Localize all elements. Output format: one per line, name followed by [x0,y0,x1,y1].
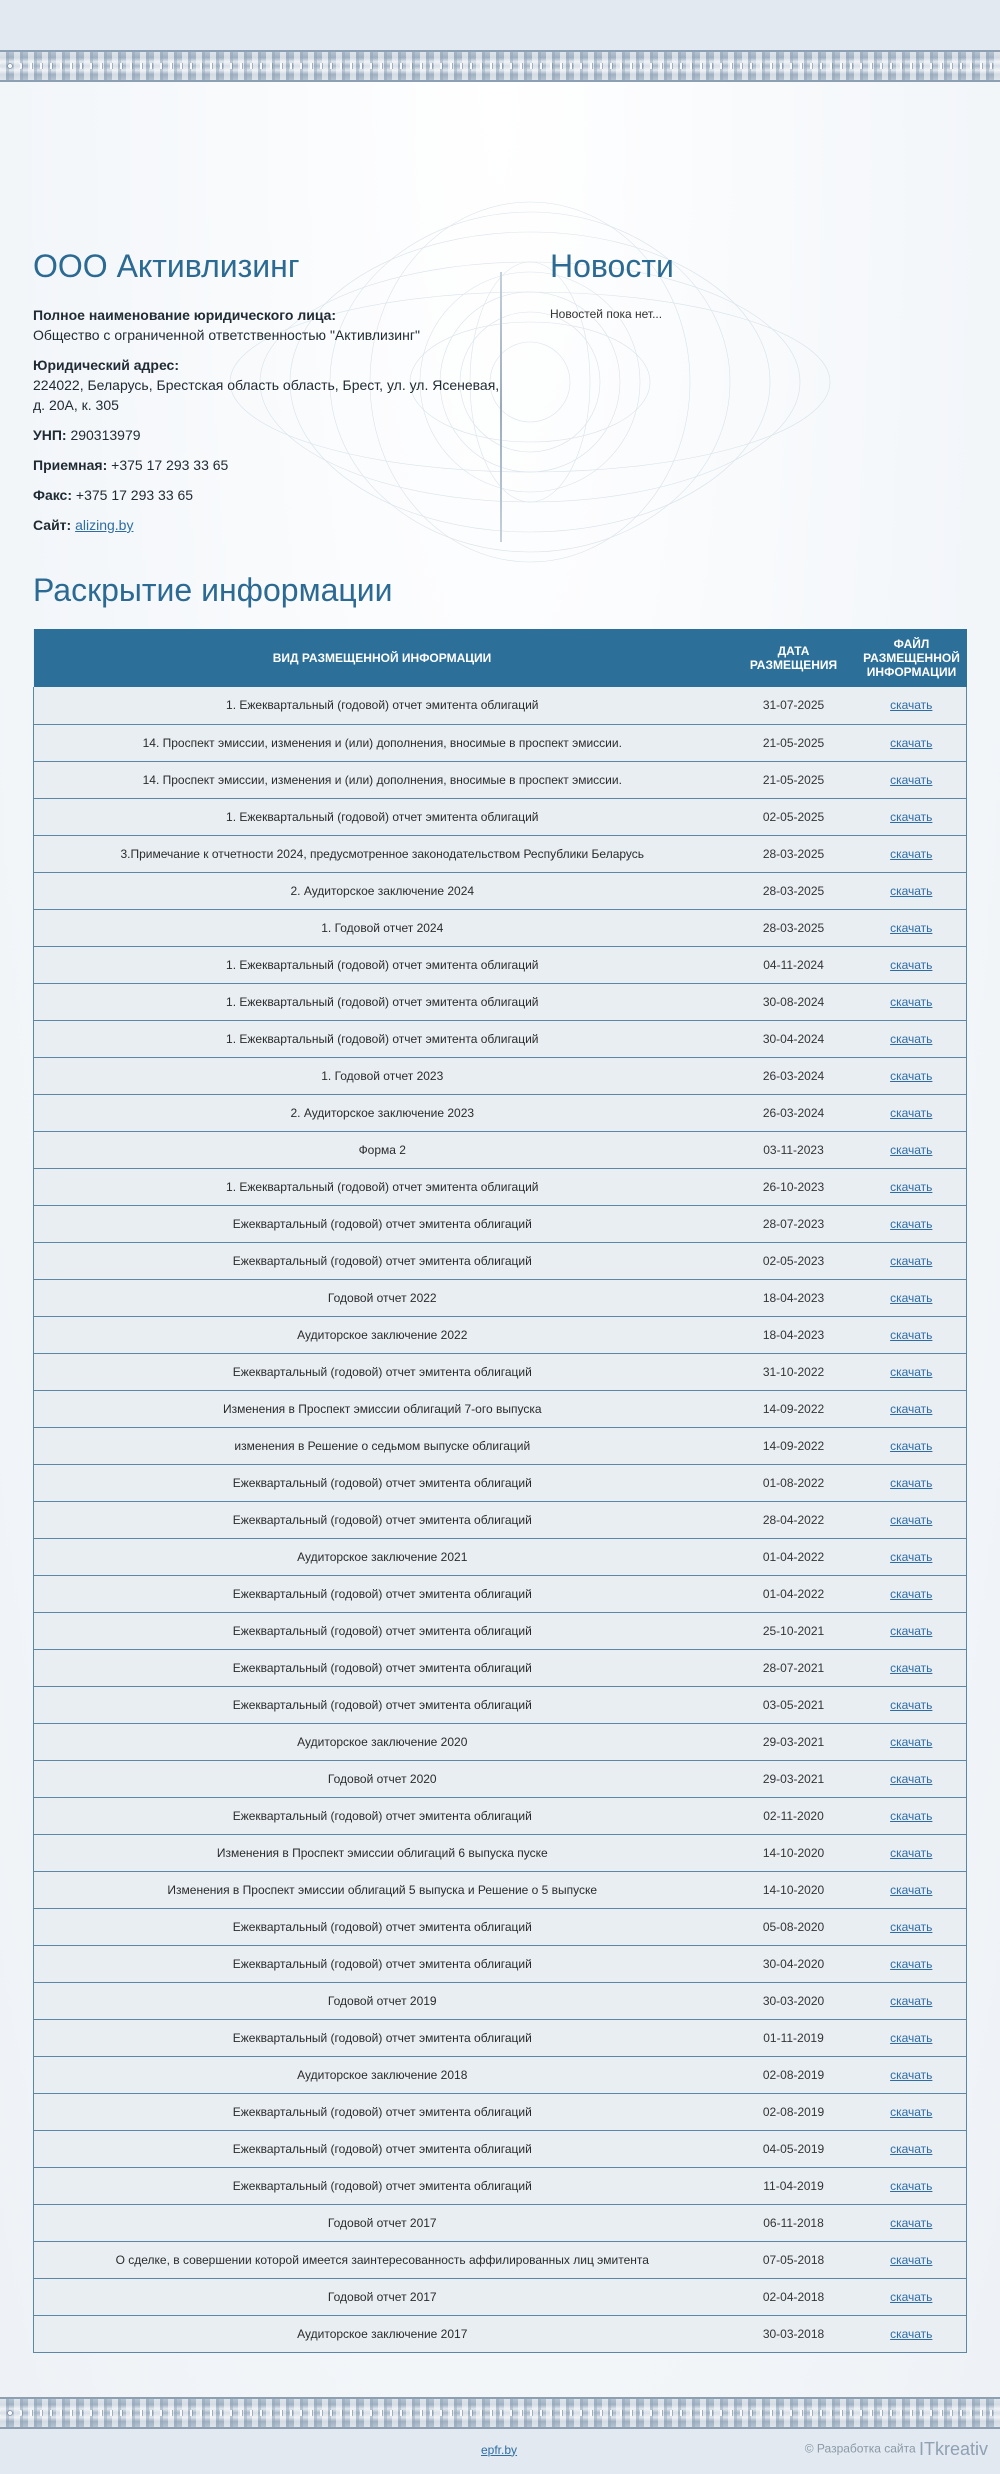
row-name: Изменения в Проспект эмиссии облигаций 6 выпуска пуске [34,1834,731,1871]
table-row [34,1649,967,1686]
reception-row [33,455,503,475]
row-name: Годовой отчет 2019 [34,1982,731,2019]
download-link[interactable]: скачать [890,1031,933,1046]
row-name: Ежеквартальный (годовой) отчет эмитента облигаций [34,1205,731,1242]
table-row [34,1094,967,1131]
row-name: Годовой отчет 2020 [34,1760,731,1797]
header-name: ВИД РАЗМЕЩЕННОЙ ИНФОРМАЦИИ [34,629,731,687]
row-name: Ежеквартальный (годовой) отчет эмитента облигаций [34,1575,731,1612]
table-row [34,2315,967,2352]
row-date: 06-11-2018 [731,2204,857,2241]
row-name: Годовой отчет 2017 [34,2278,731,2315]
row-name: 14. Проспект эмиссии, изменения и (или) дополнения, вносимые в проспект эмиссии. [34,761,731,798]
row-file [856,1279,966,1316]
row-date: 28-03-2025 [731,872,857,909]
reception-value: +375 17 293 33 65 [111,457,229,473]
table-row [34,1834,967,1871]
row-name: Ежеквартальный (годовой) отчет эмитента облигаций [34,1686,731,1723]
download-link[interactable]: скачать [890,1327,933,1342]
row-name: Аудиторское заключение 2022 [34,1316,731,1353]
row-name: 14. Проспект эмиссии, изменения и (или) дополнения, вносимые в проспект эмиссии. [34,724,731,761]
row-date: 28-03-2025 [731,909,857,946]
disclosure-title: Раскрытие информации [33,572,393,608]
row-file [856,2278,966,2315]
row-date: 04-05-2019 [731,2130,857,2167]
address-label: Юридический адрес: [33,357,179,373]
row-file [856,1094,966,1131]
row-file [856,872,966,909]
row-file [856,1464,966,1501]
download-link[interactable]: скачать [890,772,933,787]
row-file [856,1982,966,2019]
row-file [856,1057,966,1094]
row-name: Аудиторское заключение 2018 [34,2056,731,2093]
row-date: 14-09-2022 [731,1427,857,1464]
row-name: 1. Ежеквартальный (годовой) отчет эмитента облигаций [34,946,731,983]
row-file [856,1723,966,1760]
download-link[interactable]: скачать [890,1068,933,1083]
row-date: 03-11-2023 [731,1131,857,1168]
row-name: 1. Ежеквартальный (годовой) отчет эмитента облигаций [34,687,731,724]
row-name: Аудиторское заключение 2017 [34,2315,731,2352]
row-date: 02-11-2020 [731,1797,857,1834]
row-date: 30-04-2020 [731,1945,857,1982]
row-file [856,687,966,724]
footer [0,2429,1000,2474]
table-row [34,724,967,761]
table-row [34,2019,967,2056]
developer-credit[interactable] [805,2439,988,2460]
row-file [856,1205,966,1242]
row-date: 18-04-2023 [731,1316,857,1353]
table-row [34,1316,967,1353]
table-row [34,1242,967,1279]
download-link[interactable]: скачать [890,2030,933,2045]
download-link[interactable]: скачать [890,994,933,1009]
unp-row [33,425,503,445]
row-file [856,1538,966,1575]
row-file [856,1020,966,1057]
address-row [33,355,503,415]
download-link[interactable]: скачать [890,1586,933,1601]
full-name-label: Полное наименование юридического лица: [33,307,337,323]
company-block [33,162,503,542]
row-file [856,2019,966,2056]
download-link[interactable]: скачать [890,1142,933,1157]
row-date: 30-04-2024 [731,1020,857,1057]
row-date: 01-04-2022 [731,1575,857,1612]
download-link[interactable]: скачать [890,2141,933,2156]
table-row [34,798,967,835]
row-file [856,1797,966,1834]
row-name: 2. Аудиторское заключение 2023 [34,1094,731,1131]
disclosure-table [33,629,967,2353]
row-name: Ежеквартальный (годовой) отчет эмитента облигаций [34,2093,731,2130]
row-date: 02-08-2019 [731,2093,857,2130]
table-row [34,1612,967,1649]
row-date: 01-08-2022 [731,1464,857,1501]
table-row [34,1464,967,1501]
row-date: 30-03-2018 [731,2315,857,2352]
row-date: 11-04-2019 [731,2167,857,2204]
row-date: 04-11-2024 [731,946,857,983]
table-row [34,2093,967,2130]
row-file [856,1501,966,1538]
download-link[interactable]: скачать [890,1216,933,1231]
row-name: 2. Аудиторское заключение 2024 [34,872,731,909]
row-date: 28-07-2023 [731,1205,857,1242]
row-file [856,1834,966,1871]
table-row [34,1131,967,1168]
row-date: 05-08-2020 [731,1908,857,1945]
row-date: 31-07-2025 [731,687,857,724]
table-row [34,1205,967,1242]
row-file [856,1760,966,1797]
row-name: 1. Ежеквартальный (годовой) отчет эмитента облигаций [34,1020,731,1057]
row-file [856,1649,966,1686]
table-row [34,1871,967,1908]
site-label: Сайт: [33,517,72,533]
row-file [856,1686,966,1723]
download-link[interactable]: скачать [890,1697,933,1712]
row-name: Аудиторское заключение 2020 [34,1723,731,1760]
download-link[interactable]: скачать [890,846,933,861]
table-row [34,1538,967,1575]
column-divider [500,272,502,542]
row-date: 29-03-2021 [731,1723,857,1760]
row-file [856,2056,966,2093]
page-content [0,82,1000,2397]
fax-value: +375 17 293 33 65 [75,487,194,503]
download-link[interactable]: скачать [890,883,933,898]
row-file [856,1168,966,1205]
row-file [856,1427,966,1464]
row-name: 1. Ежеквартальный (годовой) отчет эмитента облигаций [34,798,731,835]
address-value: 224022, Беларусь, Брестская область область, Брест, ул. ул. Ясеневая, д. 20А, к. 305 [33,377,500,413]
download-link[interactable]: скачать [890,809,933,824]
company-title: ООО Активлизинг [33,248,300,284]
download-link[interactable]: скачать [890,1401,933,1416]
download-link[interactable]: скачать [890,2178,933,2193]
table-row [34,983,967,1020]
download-link[interactable]: скачать [890,1956,933,1971]
developer-label: © Разработка сайта [804,2441,916,2456]
row-date: 01-04-2022 [731,1538,857,1575]
download-link[interactable]: скачать [890,1253,933,1268]
row-file [856,2204,966,2241]
download-link[interactable]: скачать [890,1919,933,1934]
news-block [550,162,970,321]
table-row [34,2278,967,2315]
table-row [34,1760,967,1797]
row-name: Ежеквартальный (годовой) отчет эмитента облигаций [34,1945,731,1982]
row-file [856,1575,966,1612]
row-date: 07-05-2018 [731,2241,857,2278]
table-row [34,2204,967,2241]
row-name: Ежеквартальный (годовой) отчет эмитента облигаций [34,1649,731,1686]
row-name: 1. Годовой отчет 2024 [34,909,731,946]
table-row [34,1427,967,1464]
download-link[interactable]: скачать [890,1364,933,1379]
row-date: 30-08-2024 [731,983,857,1020]
row-name: Изменения в Проспект эмиссии облигаций 7-ого выпуска [34,1390,731,1427]
table-row [34,1797,967,1834]
row-date: 30-03-2020 [731,1982,857,2019]
row-file [856,2167,966,2204]
row-name: Аудиторское заключение 2021 [34,1538,731,1575]
download-link[interactable]: скачать [890,1549,933,1564]
row-file [856,1316,966,1353]
row-file [856,761,966,798]
row-file [856,2241,966,2278]
row-date: 14-10-2020 [731,1834,857,1871]
row-name: Ежеквартальный (годовой) отчет эмитента облигаций [34,1797,731,1834]
row-name: изменения в Решение о седьмом выпуске облигаций [34,1427,731,1464]
table-row [34,1501,967,1538]
row-date: 18-04-2023 [731,1279,857,1316]
download-link[interactable]: скачать [890,957,933,972]
row-date: 14-09-2022 [731,1390,857,1427]
full-name-value: Общество с ограниченной ответственностью "Активлизинг" [33,327,420,343]
download-link[interactable]: скачать [890,1734,933,1749]
row-date: 01-11-2019 [731,2019,857,2056]
table-body [34,687,967,2352]
row-date: 31-10-2022 [731,1353,857,1390]
row-name: Ежеквартальный (годовой) отчет эмитента облигаций [34,2130,731,2167]
table-row [34,1057,967,1094]
news-title: Новости [550,248,674,284]
row-name: Ежеквартальный (годовой) отчет эмитента облигаций [34,1464,731,1501]
row-date: 02-05-2023 [731,1242,857,1279]
download-link[interactable]: скачать [890,2104,933,2119]
download-link[interactable]: скачать [890,1771,933,1786]
table-row [34,1353,967,1390]
row-date: 14-10-2020 [731,1871,857,1908]
row-date: 21-05-2025 [731,724,857,761]
site-row [33,515,503,535]
full-name-row [33,305,503,345]
unp-value: 290313979 [70,427,141,443]
reception-label: Приемная: [33,457,108,473]
fax-label: Факс: [33,487,73,503]
row-file [856,2315,966,2352]
row-file [856,1945,966,1982]
download-link[interactable]: скачать [890,920,933,935]
table-row [34,1686,967,1723]
row-date: 02-04-2018 [731,2278,857,2315]
row-name: Ежеквартальный (годовой) отчет эмитента облигаций [34,1353,731,1390]
table-row [34,1723,967,1760]
table-row [34,1020,967,1057]
table-row [34,1390,967,1427]
row-file [856,2093,966,2130]
download-link[interactable]: скачать [890,1660,933,1675]
row-file [856,1908,966,1945]
top-section [33,162,967,542]
table-row [34,946,967,983]
table-row [34,835,967,872]
row-file [856,946,966,983]
row-name: 1. Годовой отчет 2023 [34,1057,731,1094]
row-name: 1. Ежеквартальный (годовой) отчет эмитента облигаций [34,983,731,1020]
download-link[interactable]: скачать [890,2289,933,2304]
table-row [34,1279,967,1316]
row-name: Ежеквартальный (годовой) отчет эмитента облигаций [34,1242,731,1279]
row-name: Ежеквартальный (годовой) отчет эмитента облигаций [34,1908,731,1945]
row-file [856,1242,966,1279]
download-link[interactable]: скачать [890,1993,933,2008]
table-row [34,1908,967,1945]
fax-row [33,485,503,505]
row-name: Ежеквартальный (годовой) отчет эмитента облигаций [34,2167,731,2204]
table-row [34,687,967,724]
row-name: Ежеквартальный (годовой) отчет эмитента облигаций [34,2019,731,2056]
row-file [856,835,966,872]
row-date: 29-03-2021 [731,1760,857,1797]
row-file [856,1353,966,1390]
header-file: ФАЙЛ РАЗМЕЩЕННОЙ ИНФОРМАЦИИ [856,629,966,687]
unp-label: УНП: [33,427,67,443]
table-row [34,1575,967,1612]
download-link[interactable]: скачать [890,1808,933,1823]
row-file [856,1131,966,1168]
row-date: 28-07-2021 [731,1649,857,1686]
table-row [34,2167,967,2204]
row-name: Форма 2 [34,1131,731,1168]
download-link[interactable]: скачать [890,1512,933,1527]
table-row [34,2241,967,2278]
row-name: Годовой отчет 2017 [34,2204,731,2241]
developer-logo: ITkreativ [918,2438,988,2459]
table-row [34,909,967,946]
table-row [34,1168,967,1205]
row-name: 1. Ежеквартальный (годовой) отчет эмитента облигаций [34,1168,731,1205]
row-name: Ежеквартальный (годовой) отчет эмитента облигаций [34,1612,731,1649]
download-link[interactable]: скачать [890,698,933,713]
download-link[interactable]: скачать [890,1623,933,1638]
row-file [856,1871,966,1908]
company-info [33,305,503,535]
header-date: ДАТА РАЗМЕЩЕНИЯ [731,629,857,687]
download-link[interactable]: скачать [890,1845,933,1860]
table-row [34,1945,967,1982]
row-file [856,909,966,946]
row-date: 02-08-2019 [731,2056,857,2093]
download-link[interactable]: скачать [890,2326,933,2341]
table-row [34,761,967,798]
download-link[interactable]: скачать [890,1882,933,1897]
row-file [856,2130,966,2167]
news-empty-text: Новостей пока нет... [550,307,663,321]
download-link[interactable]: скачать [890,1290,933,1305]
row-date: 26-03-2024 [731,1057,857,1094]
row-name: Изменения в Проспект эмиссии облигаций 5 выпуска и Решение о 5 выпуске [34,1871,731,1908]
table-header-row [34,629,967,687]
download-link[interactable]: скачать [890,2067,933,2082]
download-link[interactable]: скачать [890,1438,933,1453]
download-link[interactable]: скачать [890,1475,933,1490]
row-date: 28-04-2022 [731,1501,857,1538]
top-band [0,0,1000,50]
header-ornament [0,50,1000,82]
table-row [34,2130,967,2167]
row-file [856,1390,966,1427]
row-date: 21-05-2025 [731,761,857,798]
download-link[interactable]: скачать [890,2252,933,2267]
site-link[interactable]: alizing.by [75,517,134,533]
download-link[interactable]: скачать [890,2215,933,2230]
row-file [856,724,966,761]
download-link[interactable]: скачать [890,1105,933,1120]
row-name: 3.Примечание к отчетности 2024, предусмотренное законодательством Республики Беларусь [34,835,731,872]
table-row [34,872,967,909]
table-row [34,1982,967,2019]
row-name: О сделке, в совершении которой имеется заинтересованность аффилированных лиц эмитента [34,2241,731,2278]
row-file [856,1612,966,1649]
footer-ornament [0,2397,1000,2429]
row-file [856,798,966,835]
download-link[interactable]: скачать [890,735,933,750]
row-name: Годовой отчет 2022 [34,1279,731,1316]
row-date: 28-03-2025 [731,835,857,872]
row-date: 26-03-2024 [731,1094,857,1131]
row-file [856,983,966,1020]
row-date: 26-10-2023 [731,1168,857,1205]
footer-site-link[interactable]: epfr.by [481,2442,518,2457]
row-name: Ежеквартальный (годовой) отчет эмитента облигаций [34,1501,731,1538]
row-date: 02-05-2025 [731,798,857,835]
row-date: 03-05-2021 [731,1686,857,1723]
table-row [34,2056,967,2093]
row-date: 25-10-2021 [731,1612,857,1649]
download-link[interactable]: скачать [890,1179,933,1194]
